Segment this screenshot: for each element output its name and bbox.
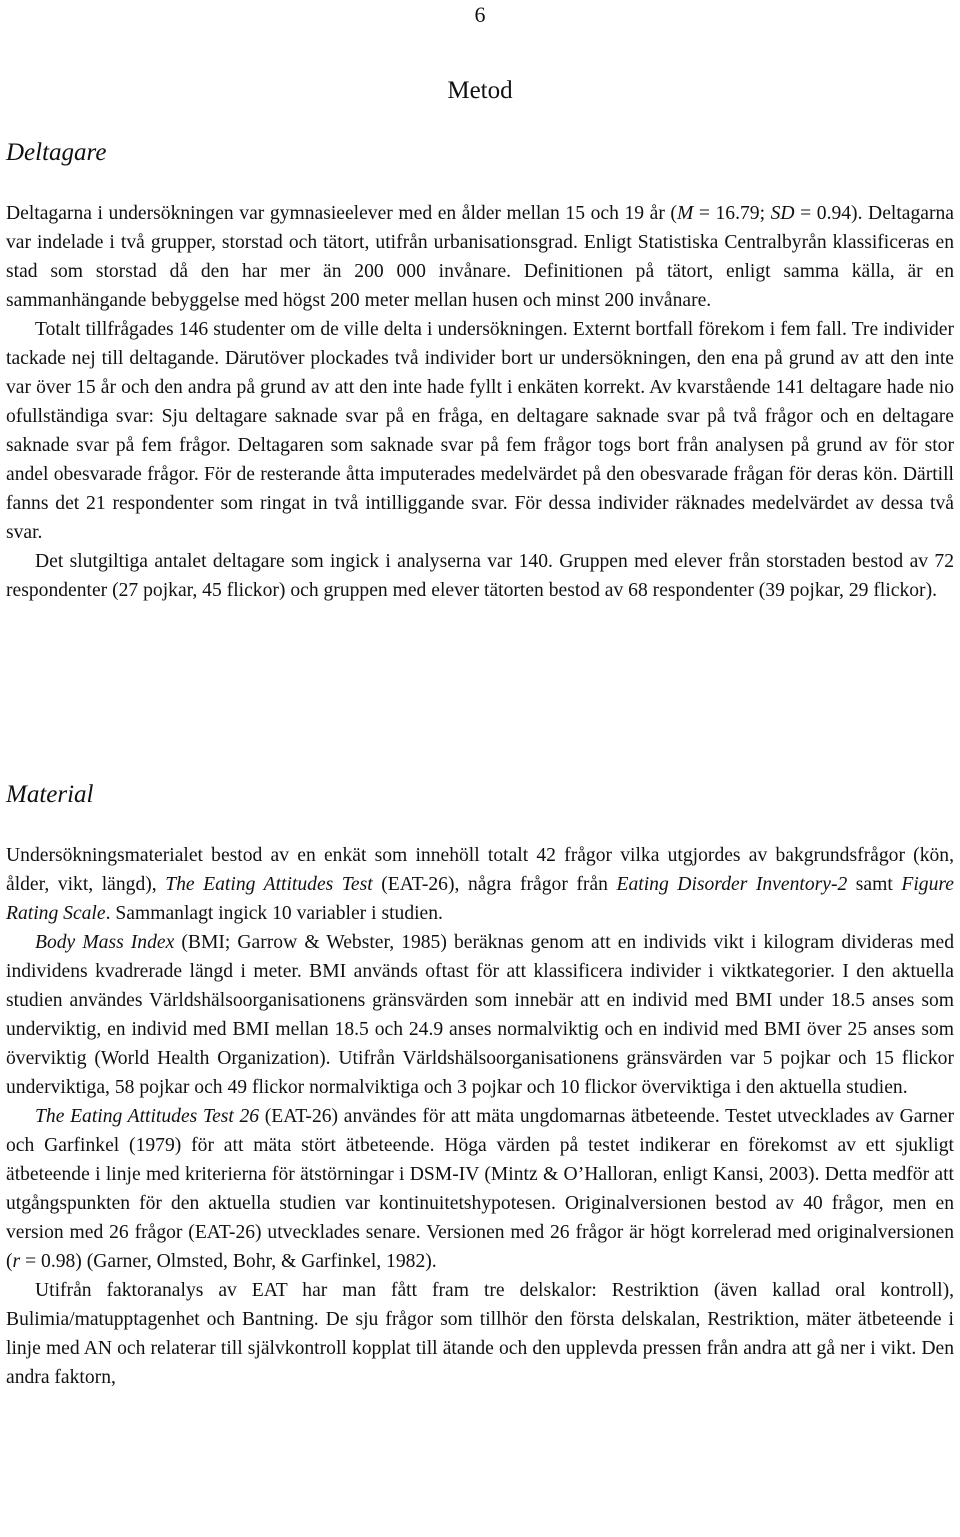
text-run: (EAT-26), några frågor från — [372, 874, 617, 895]
material-paragraph-4: Utifrån faktoranalys av EAT har man fått fram tre delskalor: Restriktion (även kallad oral kontroll), Bulimia/matupptagenhet och Bantning. De sju frågor som tillhör den första delskalan, Restriktion, mäter ätbeteende i linje med AN och relaterar till självkontroll kopplat till ätande och den upplevda pressen från andra att gå ner i vikt. Den andra faktorn, — [6, 1280, 954, 1388]
text-run: Undersökningsmaterialet bestod av en enkät som innehöll totalt 42 frågor vilka utgjordes av bakgrundsfrågor (kön, ålder, vikt, längd), — [6, 845, 954, 895]
stat-symbol-sd: SD — [770, 203, 795, 224]
text-run: samt — [847, 874, 902, 895]
material-paragraph-2 — [6, 928, 954, 1102]
italic-scale-name: Figure Rating Scale — [6, 874, 954, 924]
page-number: 6 — [474, 2, 486, 27]
italic-test-name: The Eating Attitudes Test — [165, 874, 373, 895]
italic-eat26-term: The Eating Attitudes Test 26 — [35, 1106, 260, 1127]
text-run: = 0.98) (Garner, Olmsted, Bohr, & Garfinkel, 1982). — [20, 1251, 437, 1272]
text-run: (BMI; Garrow & Webster, 1985) beräknas genom att en individs vikt i kilogram divideras med individens kvadrerade längd i meter. BMI används oftast för att klassificera individer i viktkategorier. I den aktuella studien användes Världshälsoorganisationens gränsvärden som innebär att en individ med BMI under 18.5 anses som underviktig, en individ med BMI mellan 18.5 och 24.9 anses normalviktig och en individ med BMI över 25 anses som överviktig (World Health Organization). Utifrån Världshälsoorganisationens gränsvärden var 5 pojkar och 15 flickor underviktiga, 58 pojkar och 49 flickor normalviktiga och 3 pojkar och 10 flickor överviktiga i den aktuella studien. — [6, 932, 954, 1098]
deltagare-paragraph-1 — [6, 199, 954, 315]
deltagare-paragraph-2: Totalt tillfrågades 146 studenter om de ville delta i undersökningen. Externt bortfall förekom i fem fall. Tre individer tackade nej till deltagande. Därutöver plockades två individer bort ur undersökningen, den ena på grund av att den inte var över 15 år och den andra på grund av att den inte hade fyllt i enkäten korrekt. Av kvarstående 141 deltagare hade nio ofullständiga svar: Sju deltagare saknade svar på en fråga, en deltagare saknade svar på två frågor och en deltagare saknade svar på fem frågor. Deltagaren som saknade svar på fem frågor togs bort från analysen på grund av för stor andel obesvarade frågor. För de resterande åtta imputerades medelvärdet på den obesvarade frågan för deras kön. Därtill fanns det 21 respondenter som ringat in två intilliggande svar. För dessa individer räknades medelvärdet av dessa två svar. — [6, 319, 954, 543]
text-run: = 0.94). Deltagarna var indelade i två grupper, storstad och tätort, utifrån urbanisationsgrad. Enligt Statistiska Centralbyrån klassificeras en stad som storstad då den har mer än 200 000 invånare. Definitionen på tätort, enligt samma källa, är en sammanhängande bebyggelse med högst 200 meter mellan husen och minst 200 invånare. — [6, 203, 955, 311]
stat-symbol-r: r — [12, 1251, 21, 1272]
italic-inventory-name: Eating Disorder Inventory-2 — [616, 874, 848, 895]
stat-symbol-m: M — [676, 203, 694, 224]
heading-deltagare: Deltagare — [6, 139, 107, 166]
text-run: = 16.79; — [693, 203, 771, 224]
material-paragraph-3 — [6, 1102, 954, 1276]
deltagare-section — [6, 199, 954, 605]
deltagare-paragraph-3: Det slutgiltiga antalet deltagare som ingick i analyserna var 140. Gruppen med elever från storstaden bestod av 72 respondenter (27 pojkar, 45 flickor) och gruppen med elever tätorten bestod av 68 respondenter (39 pojkar, 29 flickor). — [6, 551, 954, 601]
section-title: Metod — [447, 77, 513, 104]
heading-material: Material — [6, 781, 94, 808]
text-run: (EAT-26) användes för att mäta ungdomarnas ätbeteende. Testet utvecklades av Garner och Garfinkel (1979) för att mäta stört ätbeteende. Höga värden på testet indikerar en förekomst av ett sjukligt ätbeteende i linje med kriterierna för ätstörningar i DSM-IV (Mintz & O’Halloran, enligt Kansi, 2003). Detta medför att utgångspunkten för den aktuella studien var kontinuitetshypotesen. Originalversionen bestod av 40 frågor, men en version med 26 frågor (EAT-26) utvecklades senare. Versionen med 26 frågor är högt korrelerad med originalversionen ( — [6, 1106, 954, 1272]
italic-bmi-term: Body Mass Index — [35, 932, 175, 953]
text-run: Deltagarna i undersökningen var gymnasieelever med en ålder mellan 15 och 19 år ( — [6, 203, 677, 224]
material-paragraph-1 — [6, 841, 954, 928]
text-run: . Sammanlagt ingick 10 variabler i studien. — [105, 903, 443, 924]
material-section — [6, 841, 954, 1392]
